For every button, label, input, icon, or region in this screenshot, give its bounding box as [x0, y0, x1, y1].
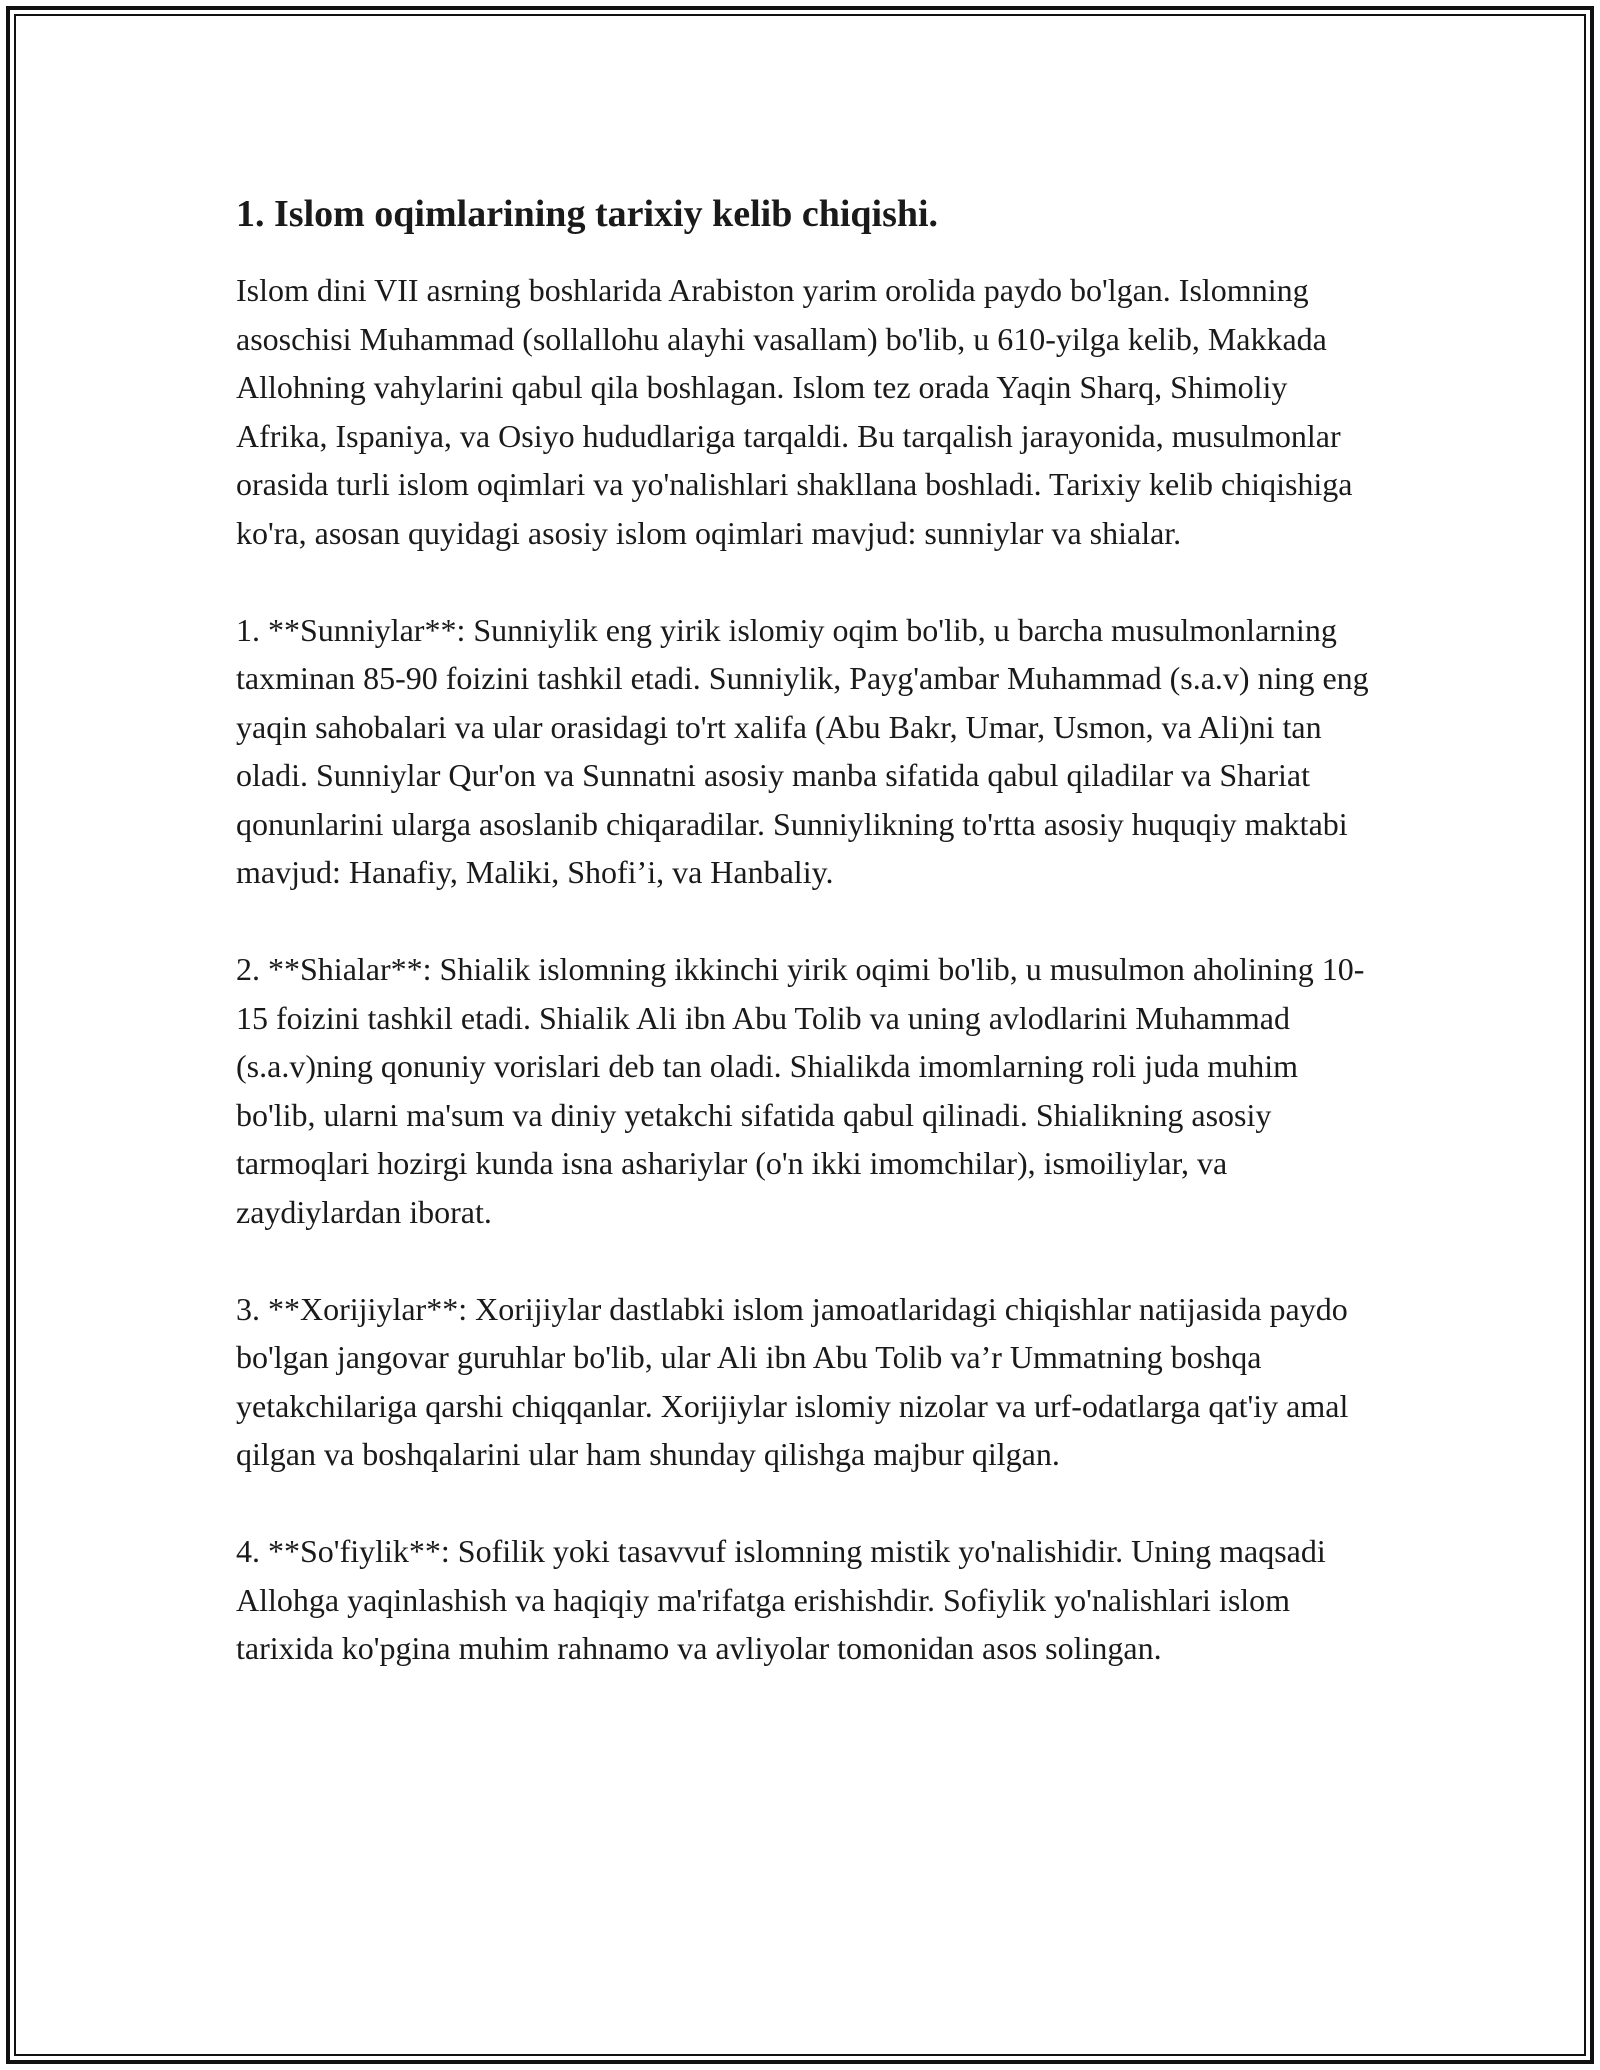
section-heading: 1. Islom oqimlarining tarixiy kelib chiqishi. — [236, 193, 939, 235]
paragraph-sunniylar: 1. **Sunniylar**: Sunniylik eng yirik islomiy oqim bo'lib, u barcha musulmonlarning taxminan 85-90 foizini tashkil etadi. Sunniylik, Payg'ambar Muhammad (s.a.v) ning eng yaqin sahobalari va ular orasidagi to'rt xalifa (Abu Bakr, Umar, Usmon, va Ali)ni tan oladi. Sunniylar Qur'on va Sunnatni asosiy manba sifatida qabul qiladilar va Shariat qonunlarini ularga asoslanib chiqaradilar. Sunniylikning to'rtta asosiy huquqiy maktabi mavjud: Hanafiy, Maliki, Shofi’i, va Hanbaliy. — [236, 611, 1369, 890]
paragraph-xorijiylar: 3. **Xorijiylar**: Xorijiylar dastlabki islom jamoatlaridagi chiqishlar natijasida paydo bo'lgan jangovar guruhlar bo'lib, ular Ali ibn Abu Tolib va’r Ummatning boshqa yetakchilariga qarshi chiqqanlar. Xorijiylar islomiy nizolar va urf-odatlarga qat'iy amal qilgan va boshqalarini ular ham shunday qilishga majbur qilgan. — [236, 1290, 1349, 1472]
intro-paragraph: Islom dini VII asrning boshlarida Arabiston yarim orolida paydo bo'lgan. Islomning asoschisi Muhammad (sollallohu alayhi vasallam) bo'lib, u 610-yilga kelib, Makkada Allohning vahylarini qabul qila boshlagan. Islom tez orada Yaqin Sharq, Shimoliy Afrika, Ispaniya, va Osiyo hududlariga tarqaldi. Bu tarqalish jarayonida, musulmonlar orasida turli islom oqimlari va yo'nalishlari shakllana boshladi. Tarixiy kelib chiqishiga ko'ra, asosan quyidagi asosiy islom oqimlari mavjud: sunniylar va shialar. — [236, 272, 1353, 551]
document-body — [236, 186, 1376, 1721]
paragraph-shialar: 2. **Shialar**: Shialik islomning ikkinchi yirik oqimi bo'lib, u musulmon aholining 10-15 foizini tashkil etadi. Shialik Ali ibn Abu Tolib va uning avlodlarini Muhammad (s.a.v)ning qonuniy vorislari deb tan oladi. Shialikda imomlarning roli juda muhim bo'lib, ularni ma'sum va diniy yetakchi sifatida qabul qilinadi. Shialikning asosiy tarmoqlari hozirgi kunda isna ashariylar (o'n ikki imomchilar), ismoiliylar, va zaydiylardan iborat. — [236, 951, 1365, 1230]
paragraph-sofiylik: 4. **So'fiylik**: Sofilik yoki tasavvuf islomning mistik yo'nalishidir. Uning maqsadi Allohga yaqinlashish va haqiqiy ma'rifatga erishishdir. Sofiylik yo'nalishlari islom tarixida ko'pgina muhim rahnamo va avliyolar tomonidan asos solingan. — [236, 1533, 1326, 1666]
